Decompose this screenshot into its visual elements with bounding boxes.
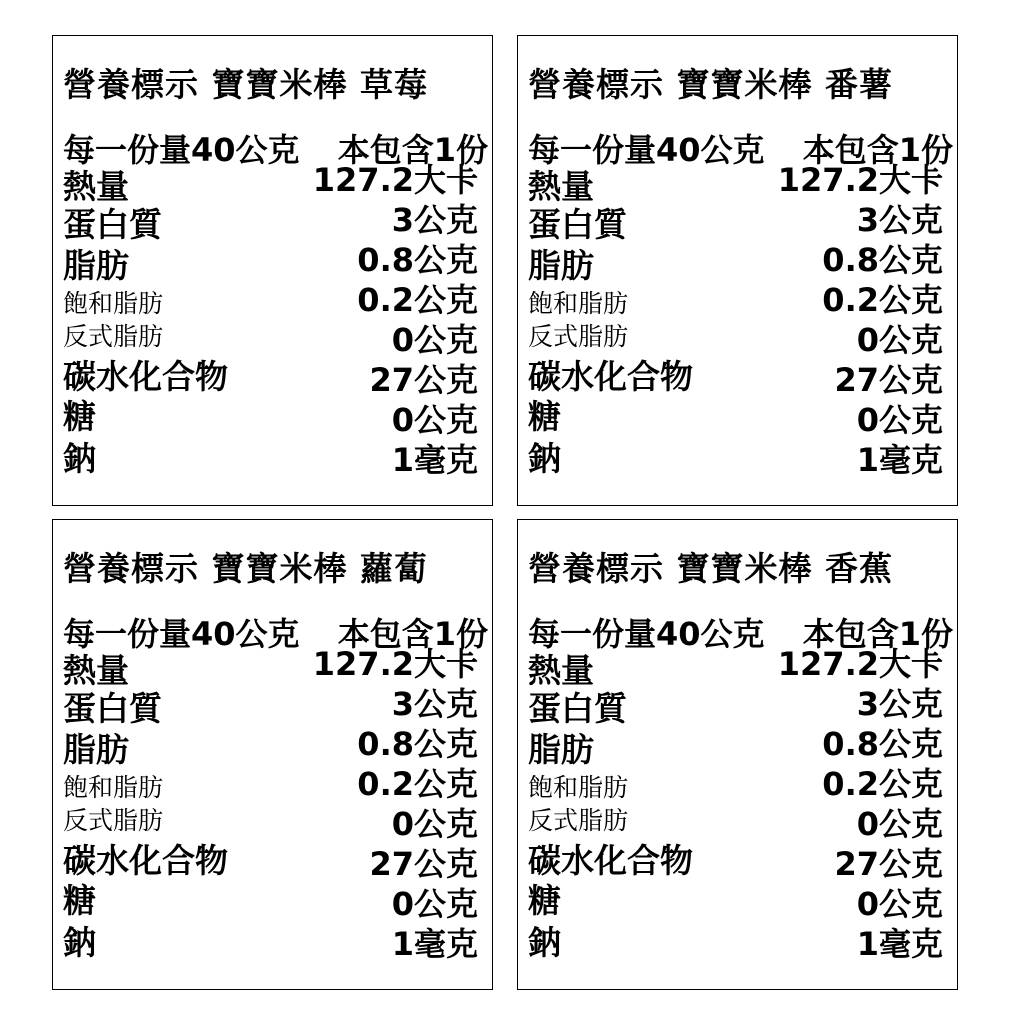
nutrient-value-fat: 0.8公克 — [822, 241, 943, 279]
nutrient-value-sugar: 0公克 — [856, 885, 943, 923]
nutrient-value-carbohydrate: 27公克 — [369, 361, 478, 399]
nutrient-name-protein: 蛋白質 — [528, 205, 627, 244]
nutrient-value-energy: 127.2大卡 — [312, 645, 478, 683]
nutrient-value-fat: 0.8公克 — [357, 725, 478, 763]
nutrient-value-saturated-fat: 0.2公克 — [357, 765, 478, 803]
nutrient-value-trans-fat: 0公克 — [391, 805, 478, 843]
nutrient-name-trans-fat: 反式脂肪 — [63, 806, 164, 835]
nutrient-name-protein: 蛋白質 — [63, 205, 162, 244]
label-title: 營養標示 寶寶米棒 蘿蔔 — [63, 549, 428, 588]
nutrient-value-sodium: 1毫克 — [391, 925, 478, 963]
nutrient-name-sugar: 糖 — [528, 397, 561, 436]
label-title: 營養標示 寶寶米棒 香蕉 — [528, 549, 893, 588]
nutrient-value-protein: 3公克 — [391, 685, 478, 723]
nutrient-name-carbohydrate: 碳水化合物 — [63, 357, 228, 396]
nutrient-name-carbohydrate: 碳水化合物 — [528, 357, 693, 396]
servings-per-package: 本包含1份 — [802, 131, 953, 169]
servings-per-package: 本包含1份 — [802, 615, 953, 653]
nutrient-value-sugar: 0公克 — [391, 885, 478, 923]
nutrient-name-energy: 熱量 — [528, 167, 594, 206]
nutrient-value-energy: 127.2大卡 — [777, 161, 943, 199]
serving-size: 每一份量40公克 — [63, 615, 300, 653]
nutrient-value-energy: 127.2大卡 — [312, 161, 478, 199]
nutrient-value-trans-fat: 0公克 — [856, 321, 943, 359]
nutrient-name-protein: 蛋白質 — [528, 689, 627, 728]
nutrient-name-saturated-fat: 飽和脂肪 — [528, 289, 629, 318]
nutrient-name-sodium: 鈉 — [528, 923, 561, 962]
serving-size: 每一份量40公克 — [63, 131, 300, 169]
nutrient-name-saturated-fat: 飽和脂肪 — [63, 773, 164, 802]
nutrient-name-energy: 熱量 — [63, 167, 129, 206]
nutrition-label-sweet-potato — [517, 35, 958, 506]
serving-size: 每一份量40公克 — [528, 615, 765, 653]
nutrient-name-sugar: 糖 — [528, 881, 561, 920]
nutrient-name-trans-fat: 反式脂肪 — [528, 322, 629, 351]
nutrient-name-carbohydrate: 碳水化合物 — [528, 841, 693, 880]
nutrient-value-saturated-fat: 0.2公克 — [357, 281, 478, 319]
nutrient-value-sugar: 0公克 — [856, 401, 943, 439]
nutrition-label-banana — [517, 519, 958, 990]
nutrient-name-energy: 熱量 — [528, 651, 594, 690]
nutrient-name-sodium: 鈉 — [63, 923, 96, 962]
nutrient-name-trans-fat: 反式脂肪 — [63, 322, 164, 351]
nutrient-name-sugar: 糖 — [63, 881, 96, 920]
nutrient-value-sodium: 1毫克 — [856, 441, 943, 479]
nutrition-label-carrot — [52, 519, 493, 990]
nutrient-value-fat: 0.8公克 — [822, 725, 943, 763]
nutrient-name-sugar: 糖 — [63, 397, 96, 436]
nutrient-value-carbohydrate: 27公克 — [834, 845, 943, 883]
nutrient-value-protein: 3公克 — [856, 201, 943, 239]
nutrient-value-energy: 127.2大卡 — [777, 645, 943, 683]
nutrient-name-carbohydrate: 碳水化合物 — [63, 841, 228, 880]
nutrient-name-saturated-fat: 飽和脂肪 — [63, 289, 164, 318]
servings-per-package: 本包含1份 — [337, 615, 488, 653]
nutrient-value-protein: 3公克 — [856, 685, 943, 723]
nutrient-value-saturated-fat: 0.2公克 — [822, 281, 943, 319]
nutrient-name-energy: 熱量 — [63, 651, 129, 690]
nutrient-name-trans-fat: 反式脂肪 — [528, 806, 629, 835]
nutrient-value-saturated-fat: 0.2公克 — [822, 765, 943, 803]
nutrient-value-sodium: 1毫克 — [391, 441, 478, 479]
nutrient-value-carbohydrate: 27公克 — [369, 845, 478, 883]
nutrient-name-protein: 蛋白質 — [63, 689, 162, 728]
nutrition-label-strawberry — [52, 35, 493, 506]
label-title: 營養標示 寶寶米棒 番薯 — [528, 65, 893, 104]
nutrient-name-fat: 脂肪 — [63, 730, 129, 769]
nutrient-value-carbohydrate: 27公克 — [834, 361, 943, 399]
nutrient-value-sodium: 1毫克 — [856, 925, 943, 963]
nutrient-value-trans-fat: 0公克 — [391, 321, 478, 359]
nutrient-value-trans-fat: 0公克 — [856, 805, 943, 843]
servings-per-package: 本包含1份 — [337, 131, 488, 169]
nutrient-name-fat: 脂肪 — [528, 730, 594, 769]
serving-size: 每一份量40公克 — [528, 131, 765, 169]
nutrient-value-fat: 0.8公克 — [357, 241, 478, 279]
label-title: 營養標示 寶寶米棒 草莓 — [63, 65, 428, 104]
nutrient-name-fat: 脂肪 — [63, 246, 129, 285]
nutrient-name-fat: 脂肪 — [528, 246, 594, 285]
nutrient-name-saturated-fat: 飽和脂肪 — [528, 773, 629, 802]
nutrient-name-sodium: 鈉 — [528, 439, 561, 478]
nutrient-value-protein: 3公克 — [391, 201, 478, 239]
nutrient-name-sodium: 鈉 — [63, 439, 96, 478]
nutrient-value-sugar: 0公克 — [391, 401, 478, 439]
